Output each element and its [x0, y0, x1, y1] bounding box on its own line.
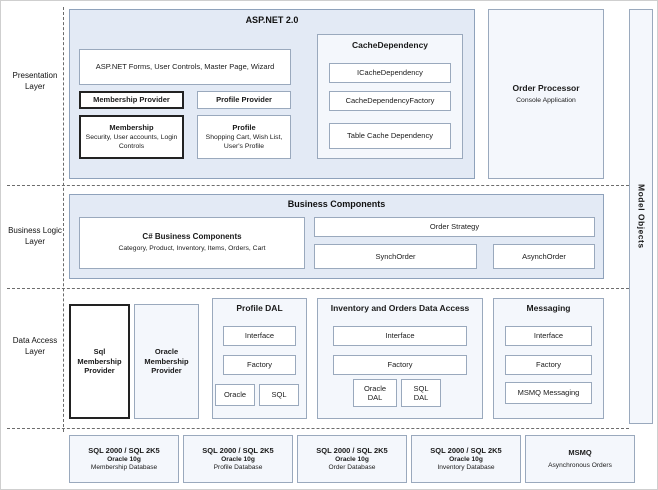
- cachedependencyfactory-box[interactable]: [329, 91, 451, 111]
- profile-dal-title: Profile DAL: [236, 303, 283, 313]
- database-profile-bottom: Profile Database: [213, 464, 263, 472]
- inventory-orders-factory-label: Factory: [387, 360, 413, 370]
- cachedependencyfactory-label: CacheDependencyFactory: [345, 96, 435, 106]
- database-order-box[interactable]: [297, 435, 407, 483]
- profile-dal-oracle-label: Oracle: [223, 390, 247, 400]
- layer-label-business-line2: Layer: [24, 237, 45, 246]
- inventory-orders-sql-dal-l2: DAL: [413, 393, 429, 402]
- profile-dal-sql-box[interactable]: [259, 384, 299, 406]
- messaging-interface-label: Interface: [533, 331, 564, 341]
- layer-label-data-line1: Data Access: [12, 335, 58, 345]
- layer-label-business-line1: Business Logic: [8, 225, 62, 235]
- asynch-order-label: AsynchOrder: [522, 251, 566, 261]
- sql-membership-provider-l3: Provider: [84, 366, 115, 376]
- order-strategy-label: Order Strategy: [429, 222, 480, 232]
- database-order-bottom: Order Database: [328, 464, 376, 472]
- database-order-mid: Oracle 10g: [335, 455, 369, 463]
- database-inventory-top: SQL 2000 / SQL 2K5: [430, 445, 502, 455]
- profile-dal-sql-label: SQL: [271, 390, 287, 400]
- database-membership-mid: Oracle 10g: [107, 455, 141, 463]
- layer-label-presentation-line2: Layer: [24, 82, 45, 91]
- database-order-top: SQL 2000 / SQL 2K5: [316, 445, 388, 455]
- profile-box[interactable]: [197, 115, 291, 159]
- business-components-title: Business Components: [287, 199, 386, 209]
- database-membership-top: SQL 2000 / SQL 2K5: [88, 445, 160, 455]
- divider-business-data: [7, 288, 629, 289]
- cache-dependency-title: CacheDependency: [351, 40, 429, 50]
- database-membership-box[interactable]: [69, 435, 179, 483]
- inventory-orders-oracle-dal-l1: Oracle: [363, 383, 387, 393]
- membership-box[interactable]: [79, 115, 184, 159]
- database-profile-top: SQL 2000 / SQL 2K5: [202, 445, 274, 455]
- table-cache-dependency-label: Table Cache Dependency: [347, 131, 433, 141]
- layer-label-data-access: [7, 326, 63, 366]
- database-inventory-box[interactable]: [411, 435, 521, 483]
- layer-label-presentation: [7, 61, 63, 101]
- order-processor-box[interactable]: [488, 9, 604, 179]
- aspnet-container-title: ASP.NET 2.0: [245, 15, 299, 25]
- divider-presentation-business: [7, 185, 629, 186]
- profile-dal-interface-box[interactable]: [223, 326, 296, 346]
- csharp-business-components-box[interactable]: [79, 217, 305, 269]
- database-inventory-mid: Oracle 10g: [449, 455, 483, 463]
- profile-dal-interface-label: Interface: [244, 331, 275, 341]
- layer-label-presentation-line1: Presentation: [12, 70, 58, 80]
- oracle-membership-provider-l2: Membership: [144, 356, 189, 366]
- profile-dal-factory-label: Factory: [246, 360, 272, 370]
- msmq-messaging-label: MSMQ Messaging: [517, 388, 580, 398]
- inventory-orders-sql-dal-l1: SQL: [413, 383, 429, 393]
- inventory-orders-title: Inventory and Orders Data Access: [330, 303, 470, 313]
- table-cache-dependency-box[interactable]: [329, 123, 451, 149]
- layer-column-divider: [63, 7, 64, 432]
- model-objects-label: Model Objects: [636, 184, 647, 249]
- oracle-membership-provider-box[interactable]: [134, 304, 199, 419]
- database-inventory-bottom: Inventory Database: [437, 464, 495, 472]
- asynch-order-box[interactable]: [493, 244, 595, 269]
- synch-order-box[interactable]: [314, 244, 477, 269]
- layer-label-business: [7, 216, 63, 256]
- oracle-membership-provider-l3: Provider: [151, 366, 182, 376]
- inventory-orders-factory-box[interactable]: [333, 355, 467, 375]
- msmq-messaging-box[interactable]: [505, 382, 592, 404]
- profile-dal-oracle-box[interactable]: [215, 384, 255, 406]
- order-processor-sub: Console Application: [516, 96, 576, 104]
- icachedependency-label: ICacheDependency: [357, 68, 423, 78]
- membership-desc: Security, User accounts, Login Controls: [85, 134, 178, 150]
- icachedependency-box[interactable]: [329, 63, 451, 83]
- sql-membership-provider-box[interactable]: [69, 304, 130, 419]
- oracle-membership-provider-l1: Oracle: [154, 347, 179, 357]
- csharp-business-components-desc: Category, Product, Inventory, Items, Orders, Cart: [118, 245, 266, 253]
- database-msmq-bottom: Asynchronous Orders: [548, 461, 612, 469]
- profile-provider-label: Profile Provider: [216, 95, 272, 105]
- messaging-factory-label: Factory: [535, 360, 561, 370]
- profile-title: Profile: [232, 122, 256, 132]
- order-strategy-box[interactable]: [314, 217, 595, 237]
- database-membership-bottom: Membership Database: [90, 464, 158, 472]
- database-msmq-box[interactable]: [525, 435, 635, 483]
- model-objects-bar: [629, 9, 653, 424]
- aspnet-forms-label: ASP.NET Forms, User Controls, Master Page, Wizard: [95, 62, 275, 72]
- sql-membership-provider-l2: Membership: [77, 356, 122, 366]
- database-msmq-top: MSMQ: [568, 448, 592, 458]
- database-profile-mid: Oracle 10g: [221, 455, 255, 463]
- messaging-title: Messaging: [526, 303, 571, 313]
- inventory-orders-interface-label: Interface: [385, 331, 415, 341]
- membership-provider-box[interactable]: [79, 91, 184, 109]
- membership-title: Membership: [109, 122, 154, 132]
- profile-provider-box[interactable]: [197, 91, 291, 109]
- divider-data-databases: [7, 428, 629, 429]
- order-processor-title: Order Processor: [512, 82, 580, 93]
- database-profile-box[interactable]: [183, 435, 293, 483]
- layer-label-data-line2: Layer: [24, 347, 45, 356]
- profile-dal-factory-box[interactable]: [223, 355, 296, 375]
- inventory-orders-oracle-dal-box[interactable]: [353, 379, 397, 407]
- membership-provider-label: Membership Provider: [93, 95, 170, 105]
- inventory-orders-oracle-dal-l2: DAL: [367, 393, 383, 402]
- synch-order-label: SynchOrder: [375, 251, 416, 261]
- csharp-business-components-title: C# Business Components: [142, 232, 242, 242]
- messaging-interface-box[interactable]: [505, 326, 592, 346]
- profile-desc: Shopping Cart, Wish List, User's Profile: [205, 134, 283, 150]
- messaging-factory-box[interactable]: [505, 355, 592, 375]
- sql-membership-provider-l1: Sql: [93, 347, 106, 357]
- aspnet-forms-box[interactable]: [79, 49, 291, 85]
- inventory-orders-interface-box[interactable]: [333, 326, 467, 346]
- inventory-orders-sql-dal-box[interactable]: [401, 379, 441, 407]
